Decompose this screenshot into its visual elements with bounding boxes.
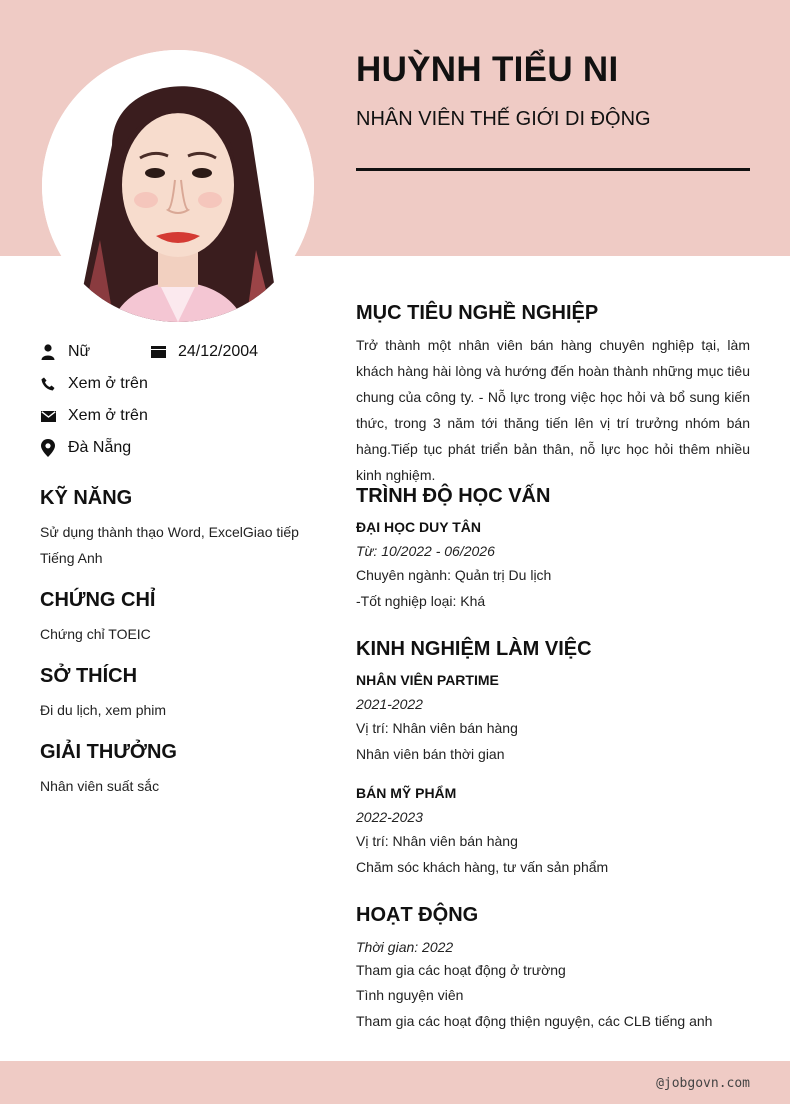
header-divider [356, 168, 750, 171]
phone-value: Xem ở trên [68, 375, 148, 392]
profile-photo [42, 50, 314, 322]
activities-period: Thời gian: 2022 [356, 939, 454, 955]
birthday-value: 24/12/2004 [178, 343, 259, 360]
location-pin-icon [40, 440, 56, 456]
job-period: 2022-2023 [356, 809, 423, 825]
education-title: TRÌNH ĐỘ HỌC VẤN [356, 485, 551, 507]
activity-item: Tham gia các hoạt động thiện nguyện, các CLB tiếng anh [356, 1013, 713, 1029]
education-school: ĐẠI HỌC DUY TÂN [356, 519, 481, 535]
education-grade: -Tốt nghiệp loại: Khá [356, 593, 486, 609]
mail-icon [40, 408, 56, 424]
hobbies-title: SỞ THÍCH [40, 665, 138, 687]
address-row [40, 439, 131, 457]
job-period: 2021-2022 [356, 696, 423, 712]
birthday-row [150, 343, 258, 361]
job-position: Vị trí: Nhân viên bán hàng [356, 720, 518, 736]
activity-item: Tham gia các hoạt động ở trường [356, 962, 566, 978]
gender-row [40, 343, 90, 361]
email-value: Xem ở trên [68, 407, 148, 424]
person-icon [40, 344, 56, 360]
candidate-name: HUỲNH TIỂU NI [356, 50, 619, 89]
address-value: Đà Nẵng [68, 439, 132, 456]
gender-value: Nữ [68, 343, 91, 360]
footer-credit: @jobgovn.com [656, 1076, 750, 1091]
experience-title: KINH NGHIỆM LÀM VIỆC [356, 638, 592, 660]
skills-text: Sử dụng thành thạo Word, ExcelGiao tiếp Tiếng Anh [40, 524, 299, 566]
candidate-job-title: NHÂN VIÊN THẾ GIỚI DI ĐỘNG [356, 108, 651, 130]
job-description: Chăm sóc khách hàng, tư vấn sản phẩm [356, 859, 609, 875]
job-name: BÁN MỸ PHẨM [356, 785, 457, 801]
education-major: Chuyên ngành: Quản trị Du lịch [356, 567, 552, 583]
email-row [40, 407, 148, 425]
job-name: NHÂN VIÊN PARTIME [356, 672, 499, 688]
certificates-title: CHỨNG CHỈ [40, 589, 156, 611]
activity-item: Tình nguyện viên [356, 987, 464, 1003]
education-period: Từ: 10/2022 - 06/2026 [356, 543, 495, 559]
hobbies-text: Đi du lịch, xem phim [40, 702, 167, 718]
awards-title: GIẢI THƯỞNG [40, 741, 177, 763]
objective-title: MỤC TIÊU NGHỀ NGHIỆP [356, 302, 599, 324]
calendar-icon [150, 344, 166, 360]
activities-title: HOẠT ĐỘNG [356, 904, 479, 926]
awards-text: Nhân viên suất sắc [40, 778, 160, 794]
skills-title: KỸ NĂNG [40, 487, 133, 509]
phone-icon [40, 376, 56, 392]
job-description: Nhân viên bán thời gian [356, 746, 505, 762]
objective-text: Trở thành một nhân viên bán hàng chuyên nghiệp tại, làm khách hàng hài lòng và hướng đến hoàn thành những mục tiêu chung của công ty. - Nỗ lực trong việc học hỏi và bổ sung kiến thức, trong 3 năm tới thăng tiến lên vị trí trưởng nhóm bán hàng.Tiếp tục phát triển bản thân, nỗ lực học hỏi thêm nhiều kinh nghiệm. [356, 337, 750, 483]
job-position: Vị trí: Nhân viên bán hàng [356, 833, 518, 849]
phone-row [40, 375, 148, 393]
certificates-text: Chứng chỉ TOEIC [40, 626, 151, 642]
